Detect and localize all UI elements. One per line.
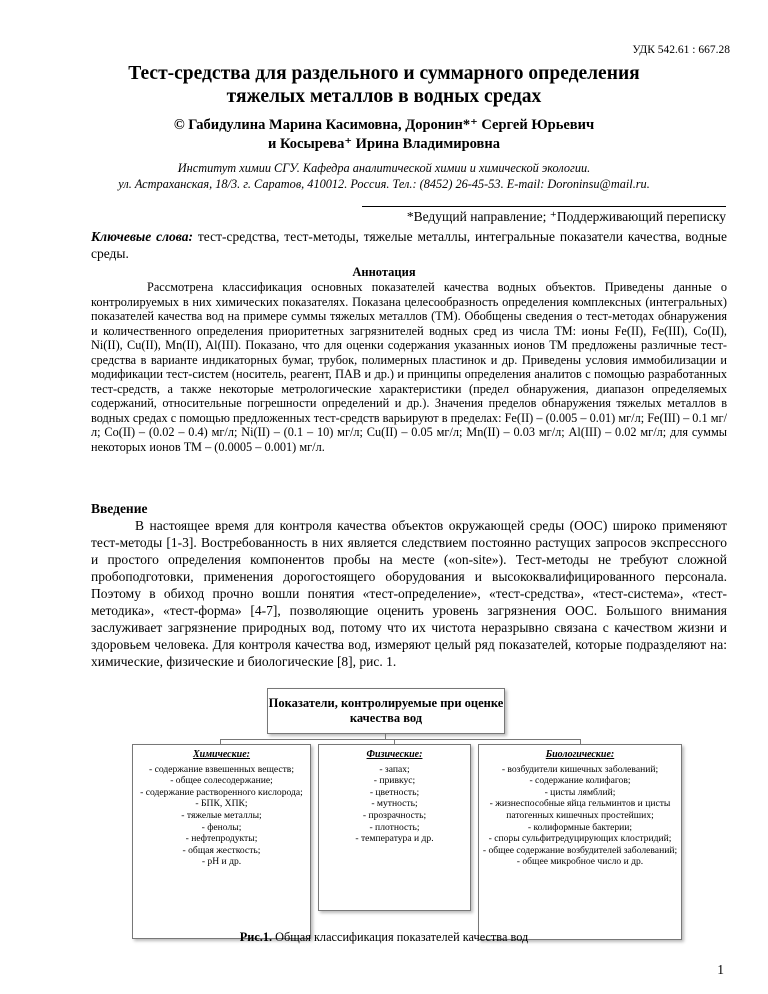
title-line-2: тяжелых металлов в водных средах (226, 86, 542, 107)
keywords-text: тест-средства, тест-методы, тяжелые металлы, интегральные показатели качества, водные среды. (91, 229, 727, 261)
list-item: - прозрачность; (362, 809, 427, 821)
list-item: - плотность; (369, 821, 420, 833)
figure-caption (0, 930, 768, 945)
figure-classification (0, 688, 768, 928)
figure-top-box: Показатели, контролируемые при оценке качества вод (267, 688, 505, 734)
affiliation (60, 160, 708, 192)
affiliation-line-1: Институт химии СГУ. Кафедра аналитической химии и химической экологии. (177, 161, 591, 175)
list-item: - температура и др. (355, 833, 434, 845)
caption-text: Общая классификация показателей качества вод (272, 930, 529, 944)
list-item: - общая жесткость; (182, 844, 261, 856)
author-roles-note: *Ведущий направление; ⁺Поддерживающий переписку (406, 209, 726, 224)
list-item: - общее микробное число и др. (516, 856, 644, 868)
column-heading: Биологические: (545, 749, 615, 760)
list-item: - нефтепродукты; (185, 833, 258, 845)
list-item: - содержание взвешенных веществ; (149, 763, 294, 775)
list-item: - колиформные бактерии; (527, 821, 633, 833)
column-heading: Химические: (192, 749, 251, 760)
list-item: - общее солесодержание; (170, 775, 273, 787)
keywords-label: Ключевые слова: (91, 229, 193, 244)
figure-column-physical (318, 744, 471, 911)
list-item: - тяжелые металлы; (181, 809, 262, 821)
list-item: - привкус; (373, 775, 416, 787)
list-item: - возбудители кишечных заболеваний; (501, 763, 659, 775)
authors-line-2: и Косырева⁺ Ирина Владимировна (268, 136, 500, 152)
list-item: - споры сульфитредуцирующих клостридий; (488, 833, 672, 845)
intro-text: В настоящее время для контроля качества объектов окружающей среды (ООС) широко применяют тест-методы [1-3]. Востребованность в них является следствием постоянно растущих запросов экспрессного и простого определения компонентов пробы на месте («on-site»). Тест-методы не требуют сложной пробоподготовки, применения дорогостоящего оборудования и высококвалифицированного персонала. Поэтому в обиход прочно вошли понятия «тест-определение», «тест-средства», «тест-система», «тест-методика», «тест-форма» [4-7], позволяющие оценить уровень загрязнения ООС. Большого внимания заслуживает загрязнение природных вод, потому что их чистота неразрывно связана с качеством жизни и здоровьем человека. Для контроля качества вод, измеряют целый ряд показателей, которые подразделяют на: химические, физические и биологические [8], рис. 1. (91, 518, 727, 669)
abstract-heading: Аннотация (352, 265, 416, 279)
connector-horizontal (220, 739, 580, 740)
figure-column-chemical (132, 744, 311, 939)
title-line-1: Тест-средства для раздельного и суммарного определения (128, 63, 640, 84)
list-item: - содержание растворенного кислорода; (140, 786, 303, 798)
paper-title (80, 62, 688, 108)
authors-line-1: © Габидулина Марина Касимовна, Доронин*⁺ Сергей Юрьевич (173, 117, 595, 133)
list-item: - содержание колифагов; (529, 775, 631, 787)
list-item: - общее содержание возбудителей заболеваний; (482, 844, 678, 856)
list-item: - мутность; (371, 798, 418, 810)
figure-column-biological (478, 744, 682, 940)
column-heading: Физические: (366, 749, 423, 760)
intro-heading: Введение (91, 501, 148, 516)
list-item: - pH и др. (201, 856, 242, 868)
list-item: - БПК, ХПК; (195, 798, 248, 810)
abstract-text: Рассмотрена классификация основных показателей качества водных объектов. Приведены данные о контролируемых в них химических показателях. Показана целесообразность определения комплексных (интегральных) показателей качества вод на примере суммы тяжелых металлов (ТМ). Обобщены сведения о тест-методах обнаружения и количественного определения приоритетных загрязнителей водных сред из числа ТМ: ионы Fe(II), Fe(III), Co(II), Ni(II), Cu(II), Mn(II), Al(III). Показано, что для оценки содержания указанных ионов ТМ предложены различные тест-средства в варианте индикаторных бумаг, трубок, полимерных пластинок и др. Приведены условия иммобилизации и модификации тест-систем (носитель, реагент, ПАВ и др.) и принципы определения аналитов с помощью разработанных тест-средств, а также некоторые метрологические характеристики (предел обнаружения, диапазон определяемых содержаний, относительные погрешности определений и др.). Значения пределов обнаружения тяжелых металлов в водных средах с помощью предложенных тест-средств варьируют в пределах: Fe(II) – (0.005 – 0.01) мг/л; Fe(III) – 0.1 мг/л; Co(II) – (0.02 – 0.4) мг/л; Ni(II) – (0.1 – 10) мг/л; Cu(II) – 0.05 мг/л; Mn(II) – 0.03 мг/л; Al(III) – 0.02 мг/л; для суммы некоторых ионов ТМ – (0.0005 – 0.001) мг/л. (91, 280, 727, 454)
list-item: - запах; (379, 763, 410, 775)
caption-label: Рис.1. (239, 930, 273, 944)
list-item: - жизнеспособные яйца гельминтов и цисты патогенных кишечных простейших; (489, 798, 671, 821)
list-item: - фенолы; (201, 821, 242, 833)
authors (80, 116, 688, 154)
udk-code: УДК 542.61 : 667.28 (632, 44, 730, 56)
affiliation-line-2: ул. Астраханская, 18/3. г. Саратов, 410012. Россия. Тел.: (8452) 26-45-53. E-mail: Doroninsu@mail.ru. (118, 177, 650, 191)
list-item: - цветность; (369, 786, 420, 798)
keywords (91, 228, 727, 262)
footnote-rule (362, 206, 726, 207)
list-item: - цисты лямблий; (544, 786, 616, 798)
page-number: 1 (717, 962, 724, 977)
